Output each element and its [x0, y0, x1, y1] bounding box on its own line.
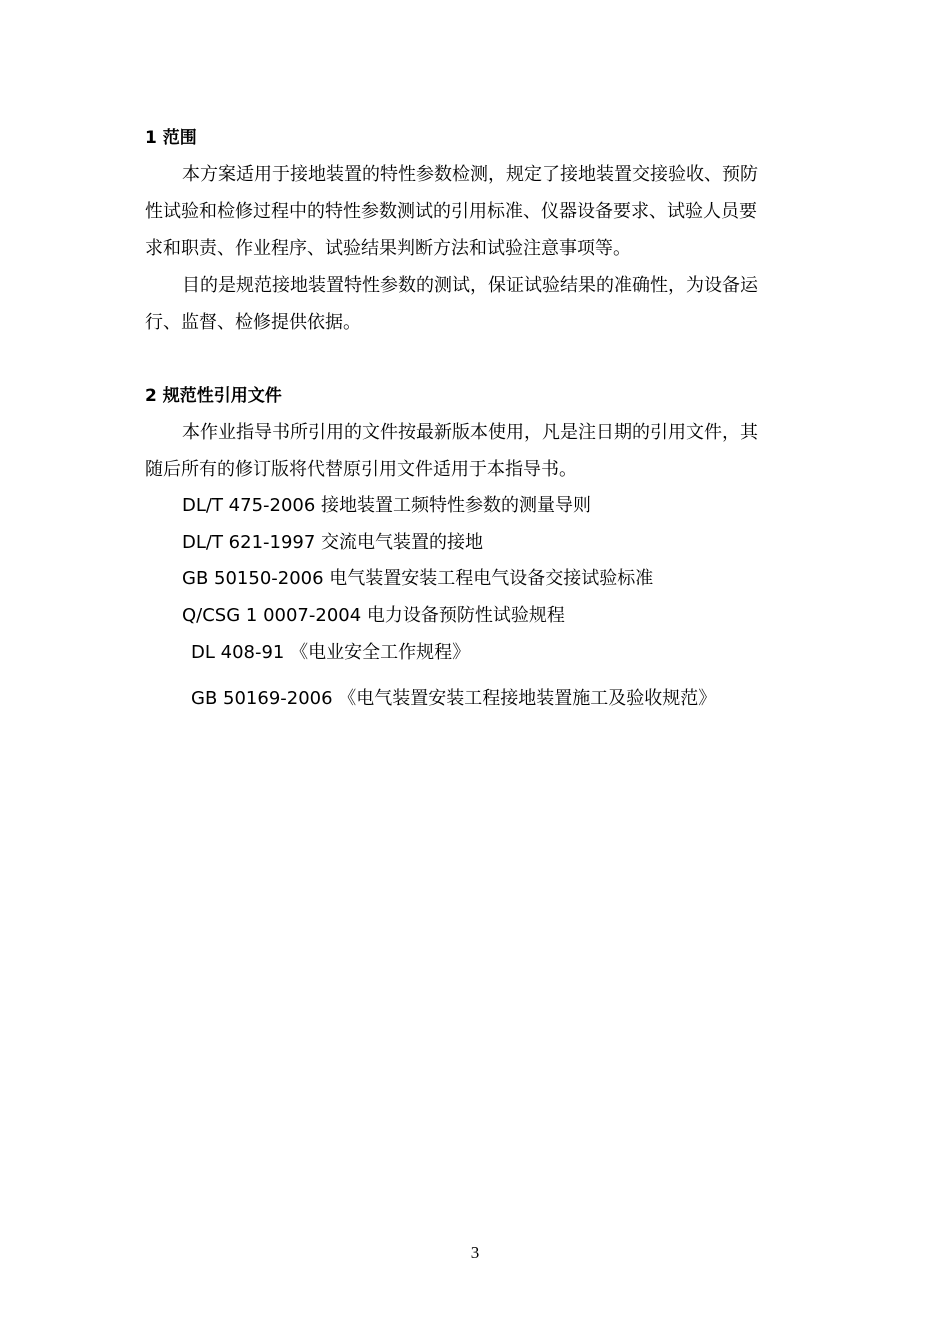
reference-item: DL/T 621-1997 交流电气装置的接地 [182, 532, 484, 553]
paragraph-line: 本作业指导书所引用的文件按最新版本使用，凡是注日期的引用文件，其 [182, 422, 758, 443]
reference-item: DL 408-91 《电业安全工作规程》 [191, 642, 471, 663]
paragraph-line: 本方案适用于接地装置的特性参数检测，规定了接地装置交接验收、预防 [182, 164, 758, 185]
paragraph-line: 行、监督、检修提供依据。 [145, 312, 361, 333]
reference-item: GB 50150-2006 电气装置安装工程电气设备交接试验标准 [182, 568, 654, 589]
reference-item: Q/CSG 1 0007-2004 电力设备预防性试验规程 [182, 605, 565, 626]
paragraph-line: 性试验和检修过程中的特性参数测试的引用标准、仪器设备要求、试验人员要 [145, 201, 757, 222]
paragraph-line: 随后所有的修订版将代替原引用文件适用于本指导书。 [145, 459, 577, 480]
page-number: 3 [470, 1243, 480, 1262]
paragraph-line: 求和职责、作业程序、试验结果判断方法和试验注意事项等。 [145, 238, 631, 259]
paragraph-line: 目的是规范接地装置特性参数的测试，保证试验结果的准确性，为设备运 [182, 275, 758, 296]
reference-item: GB 50169-2006 《电气装置安装工程接地装置施工及验收规范》 [191, 688, 717, 709]
section-heading-normative-references: 2 规范性引用文件 [145, 386, 282, 406]
reference-item: DL/T 475-2006 接地装置工频特性参数的测量导则 [182, 495, 592, 516]
section-heading-scope: 1 范围 [145, 128, 197, 148]
